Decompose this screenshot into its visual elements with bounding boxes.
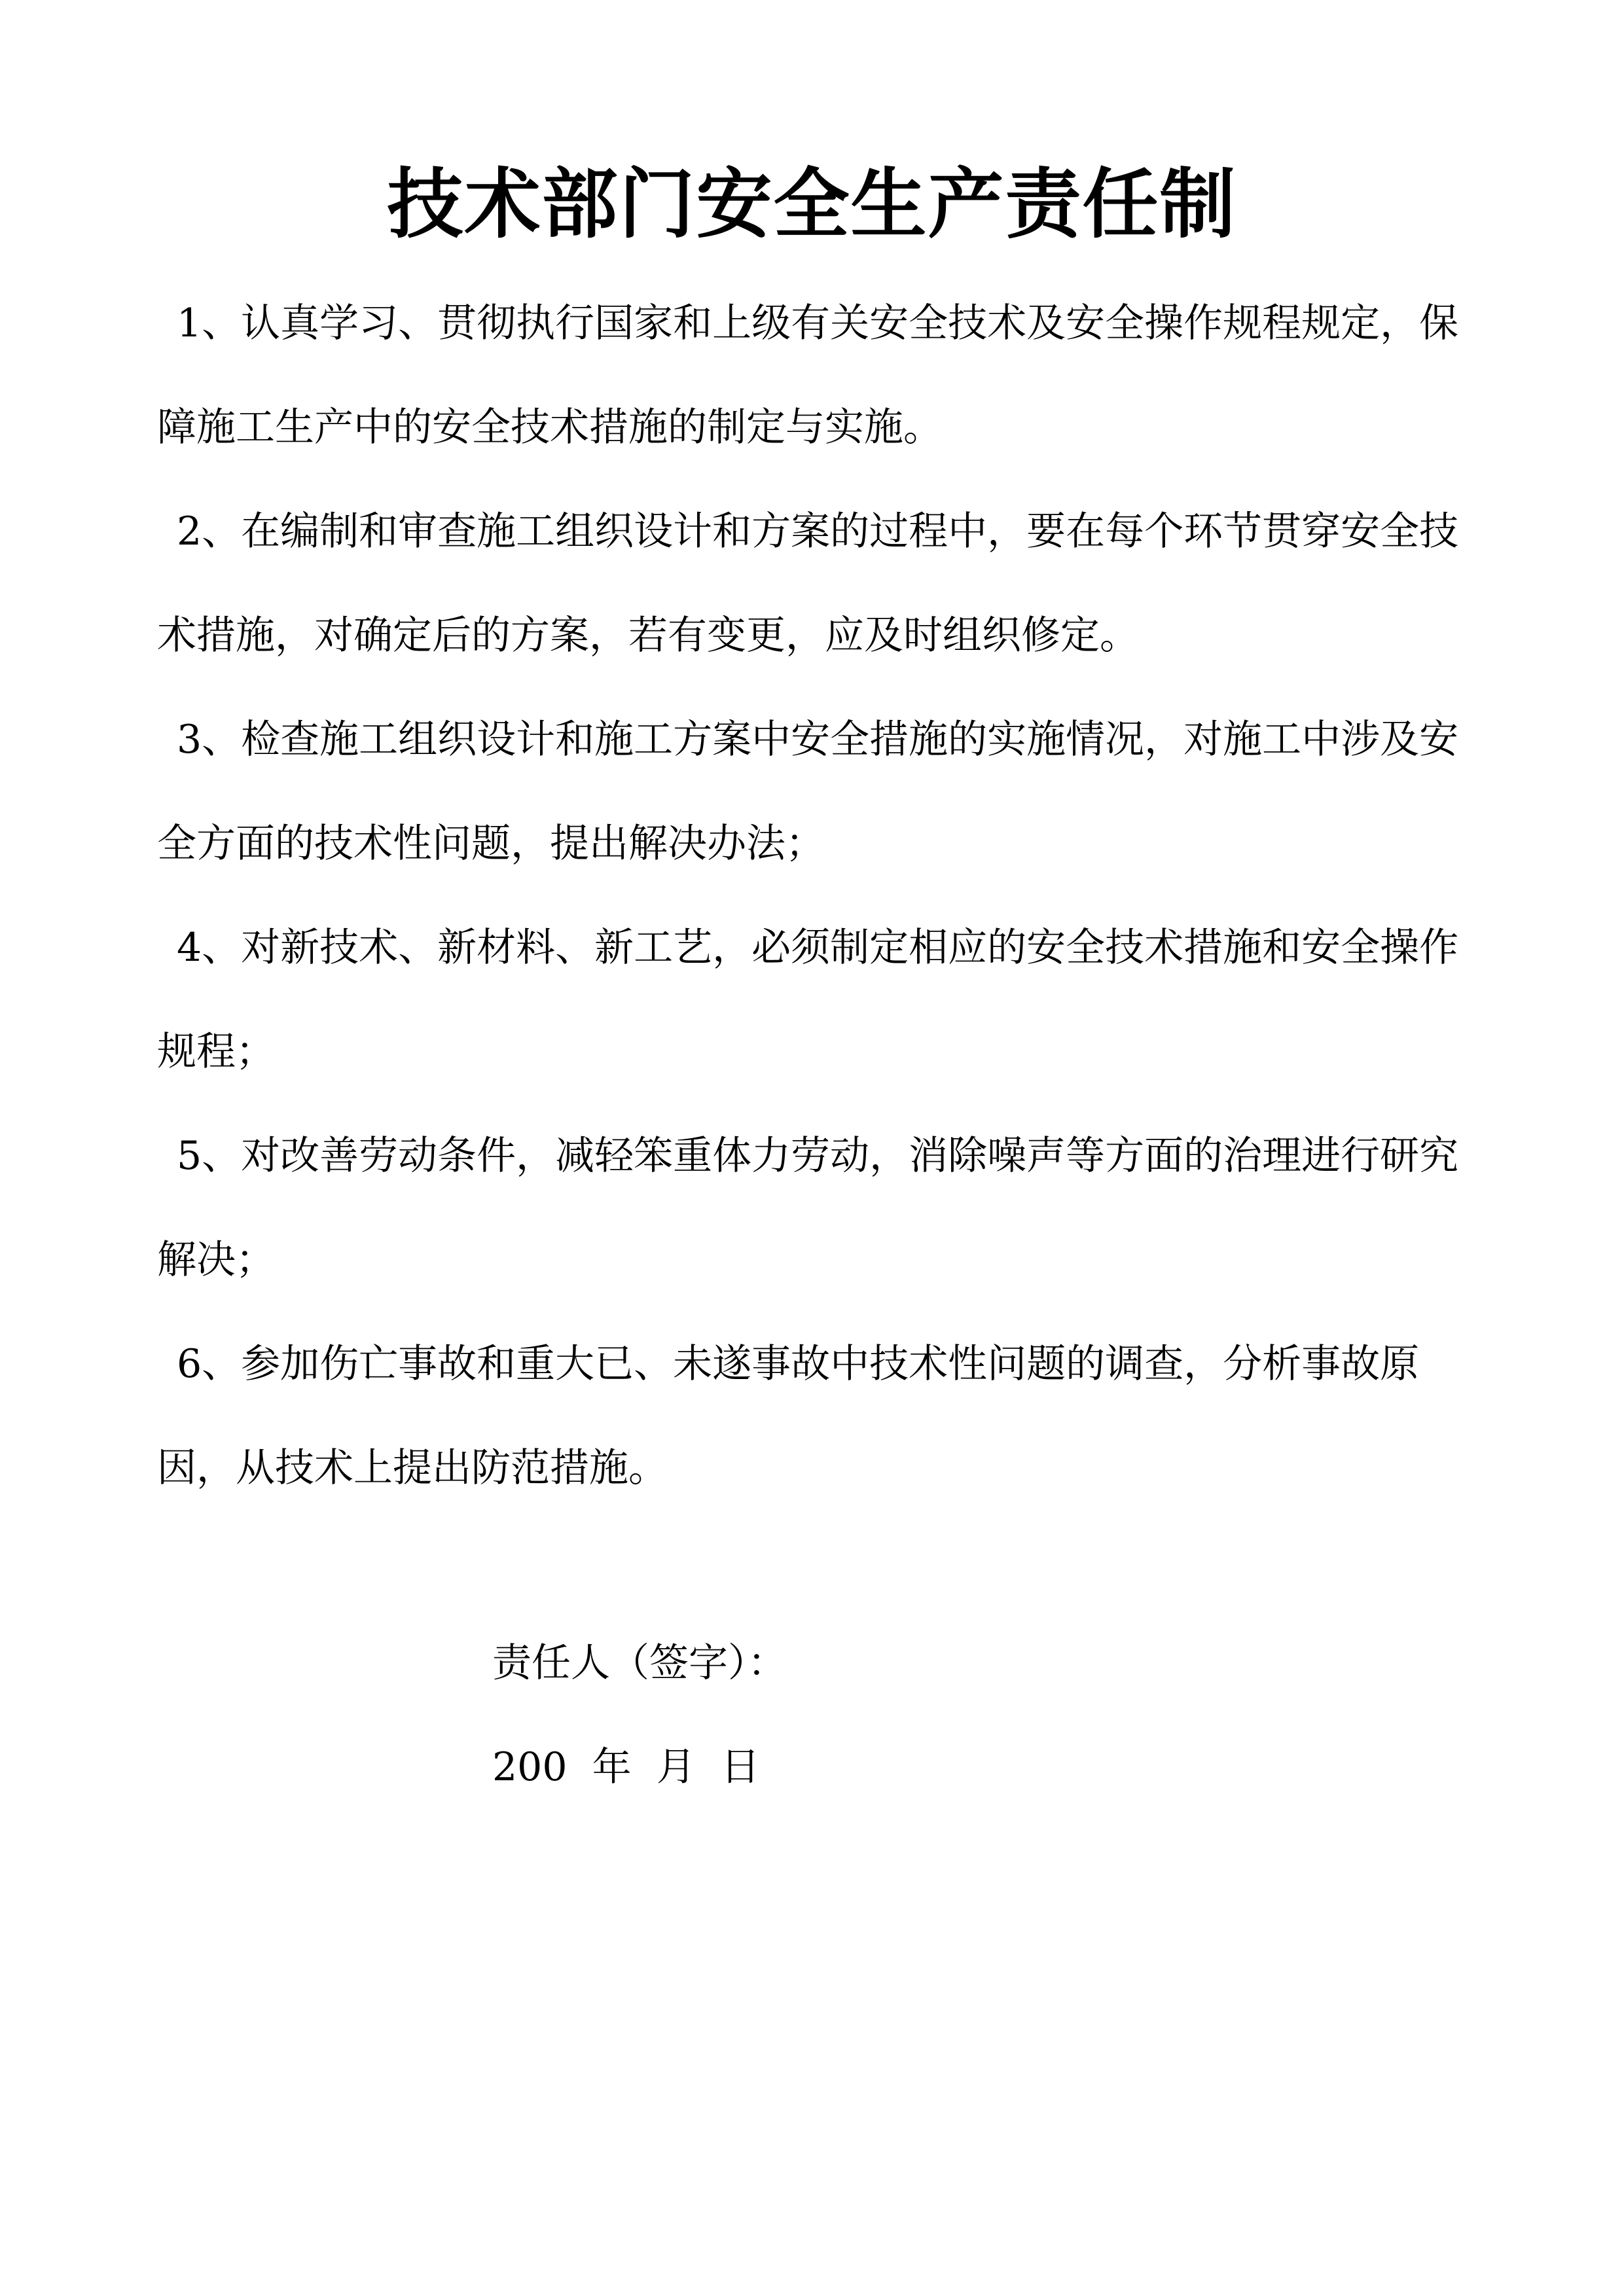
clause-6: 6、参加伤亡事故和重大已、未遂事故中技术性问题的调查，分析事故原因，从技术上提出防范措施。 bbox=[157, 1341, 1420, 1491]
clause-1: 1、认真学习、贯彻执行国家和上级有关安全技术及安全操作规程规定，保障施工生产中的安全技术措施的制定与实施。 bbox=[157, 300, 1459, 450]
clause-5: 5、对改善劳动条件，减轻笨重体力劳动，消除噪声等方面的治理进行研究解决； bbox=[157, 1133, 1459, 1283]
document-title: 技术部门安全生产责任制 bbox=[387, 160, 1237, 249]
clause-4: 4、对新技术、新材料、新工艺，必须制定相应的安全技术措施和安全操作规程； bbox=[157, 925, 1459, 1075]
clause-2: 2、在编制和审查施工组织设计和方案的过程中，要在每个环节贯穿安全技术措施，对确定后的方案，若有变更，应及时组织修定。 bbox=[157, 509, 1459, 658]
signature-date: 200 年 月 日 bbox=[492, 1744, 760, 1790]
signature-label: 责任人（签字）： bbox=[492, 1640, 787, 1686]
clause-list bbox=[157, 272, 1473, 1520]
clause-3: 3、检查施工组织设计和施工方案中安全措施的实施情况，对施工中涉及安全方面的技术性问题，提出解决办法； bbox=[157, 717, 1459, 867]
signature-block bbox=[492, 1611, 787, 1820]
